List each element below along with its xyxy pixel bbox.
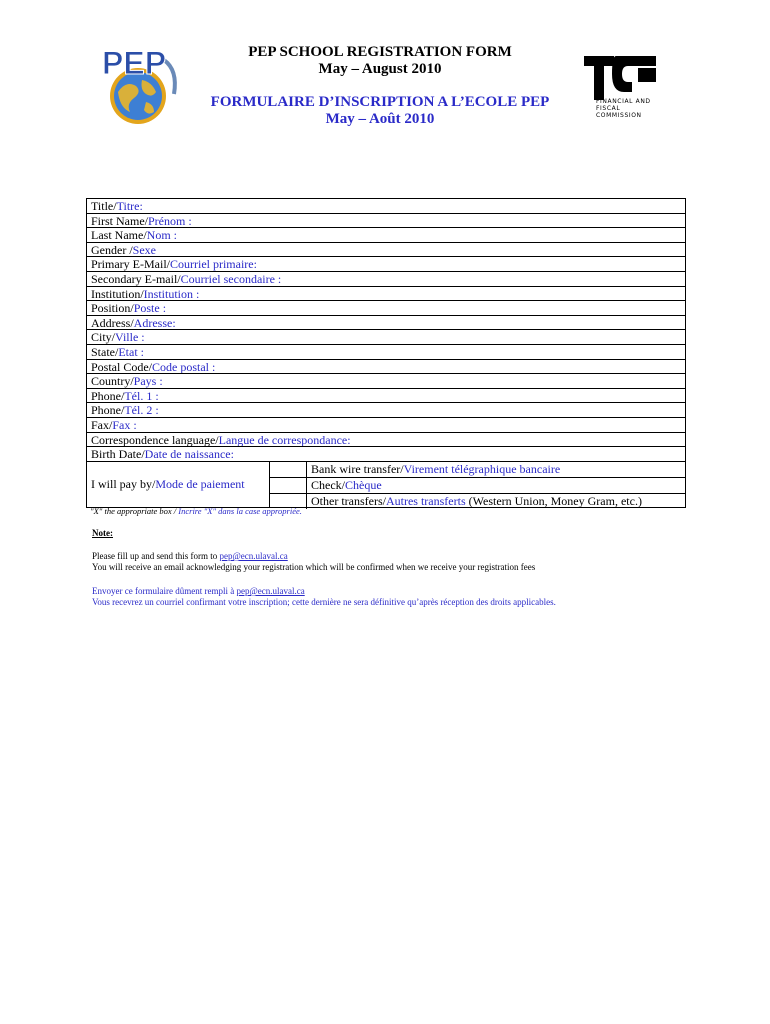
check-checkbox[interactable] xyxy=(270,478,307,493)
ffc-logo-text: FINANCIAL AND FISCAL COMMISSION xyxy=(596,98,651,119)
field-country[interactable]: Country/Pays : xyxy=(87,374,685,389)
note-en-confirm: You will receive an email acknowledging your registration which will be confirmed when we receive your registration fees xyxy=(92,562,536,572)
payment-option-other xyxy=(270,494,685,509)
email-link-fr[interactable]: pep@ecn.ulaval.ca xyxy=(236,586,305,596)
field-title[interactable]: Title/Titre: xyxy=(87,199,685,214)
note-title: Note: xyxy=(92,528,113,538)
field-institution[interactable]: Institution/Institution : xyxy=(87,287,685,302)
check-label: Check/Chèque xyxy=(311,477,382,492)
payment-method-row xyxy=(87,462,685,507)
form-dates-en: May – August 2010 xyxy=(318,61,442,77)
field-birth-date[interactable]: Birth Date/Date de naissance: xyxy=(87,447,685,462)
registration-table xyxy=(86,198,686,508)
field-position[interactable]: Position/Poste : xyxy=(87,301,685,316)
field-fax[interactable]: Fax/Fax : xyxy=(87,418,685,433)
payment-options xyxy=(270,462,685,507)
note-en-send: Please fill up and send this form to pep@ecn.ulaval.ca xyxy=(92,551,288,561)
field-gender[interactable]: Gender /Sexe xyxy=(87,243,685,258)
field-postal-code[interactable]: Postal Code/Code postal : xyxy=(87,360,685,375)
payment-method-label: I will pay by/ Mode de paiement xyxy=(87,462,270,507)
form-title-fr: FORMULAIRE D’INSCRIPTION A L’ECOLE PEP xyxy=(210,94,550,110)
email-link-en[interactable]: pep@ecn.ulaval.ca xyxy=(219,551,288,561)
form-dates-fr: May – Août 2010 xyxy=(325,111,435,127)
field-primary-email[interactable]: Primary E-Mail/Courriel primaire: xyxy=(87,257,685,272)
form-title-en: PEP SCHOOL REGISTRATION FORM xyxy=(248,44,512,60)
field-phone-1[interactable]: Phone/Tél. 1 : xyxy=(87,389,685,404)
bank-wire-label: Bank wire transfer/Virement télégraphique bancaire xyxy=(311,461,561,476)
field-state[interactable]: State/Etat : xyxy=(87,345,685,360)
field-correspondence-language[interactable]: Correspondence language/Langue de correspondance: xyxy=(87,433,685,448)
field-phone-2[interactable]: Phone/Tél. 2 : xyxy=(87,403,685,418)
field-city[interactable]: City/Ville : xyxy=(87,330,685,345)
note-fr-send: Envoyer ce formulaire dûment rempli à pep@ecn.ulaval.ca xyxy=(92,586,305,596)
bank-wire-checkbox[interactable] xyxy=(270,462,307,477)
field-secondary-email[interactable]: Secondary E-mail/Courriel secondaire : xyxy=(87,272,685,287)
field-first-name[interactable]: First Name/Prénom : xyxy=(87,214,685,229)
other-transfer-label: Other transfers/Autres transferts (Western Union, Money Gram, etc.) xyxy=(311,493,642,508)
checkbox-hint: "X" the appropriate box / Incrire "X" dans la case appropriée. xyxy=(90,506,302,516)
note-fr-confirm: Vous recevrez un courriel confirmant votre inscription; cette dernière ne sera définitive qu’après réception des droits applicables. xyxy=(92,597,556,607)
svg-text:PEP: PEP xyxy=(102,45,167,81)
payment-option-bank-wire xyxy=(270,462,685,478)
payment-option-check xyxy=(270,478,685,494)
field-address[interactable]: Address/Adresse: xyxy=(87,316,685,331)
field-last-name[interactable]: Last Name/Nom : xyxy=(87,228,685,243)
